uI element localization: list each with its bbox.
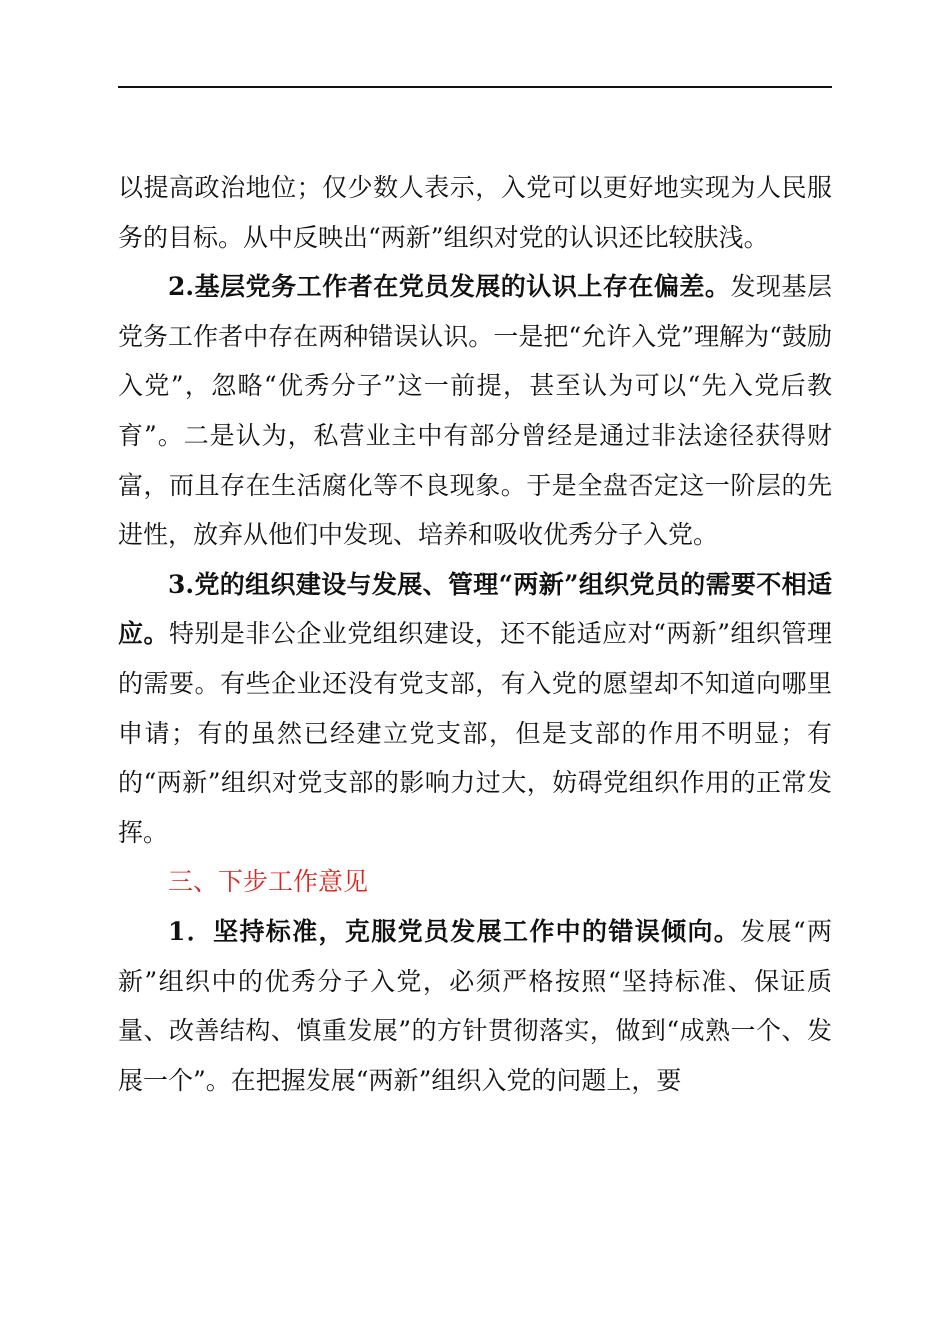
opinion-1-text: 发展“两新”组织中的优秀分子入党，必须严格按照“坚持标准、保证质量、改善结构、慎重发展”的方针贯彻落实，做到“成熟一个、发展一个”。在把握发展“两新”组织入党的问题上，要: [118, 916, 832, 1095]
document-body: [118, 163, 832, 1105]
paragraph-point-3: [118, 560, 832, 858]
section-heading: 三、下步工作意见: [168, 867, 369, 897]
point-2-title: 2.基层党务工作者在党员发展的认识上存在偏差。: [168, 272, 731, 302]
paragraph-point-2: [118, 262, 832, 560]
opinion-1-title: 1．坚持标准，克服党员发展工作中的错误倾向。: [168, 916, 741, 946]
point-2-text: 发现基层党务工作者中存在两种错误认识。一是把“允许入党”理解为“鼓励入党”，忽略“优秀分子”这一前提，甚至认为可以“先入党后教育”。二是认为，私营业主中有部分曾经是通过非法途径获得财富，而且存在生活腐化等不良现象。于是全盘否定这一阶层的先进性，放弃从他们中发现、培养和吸收优秀分子入党。: [118, 272, 832, 550]
paragraph-opinion-1: [118, 907, 832, 1105]
point-3-title: 3.党的组织建设与发展、管理“两新”组织党员的需要不相适应。: [118, 569, 832, 649]
paragraph-text: 以提高政治地位；仅少数人表示，入党可以更好地实现为人民服务的目标。从中反映出“两新”组织对党的认识还比较肤浅。: [118, 173, 832, 252]
point-3-text: 特别是非公企业党组织建设，还不能适应对“两新”组织管理的需要。有些企业还没有党支部，有入党的愿望却不知道向哪里申请；有的虽然已经建立党支部，但是支部的作用不明显；有的“两新”组织对党支部的影响力过大，妨碍党组织作用的正常发挥。: [118, 619, 832, 847]
header-rule: [118, 86, 832, 88]
paragraph-continued: [118, 163, 832, 262]
